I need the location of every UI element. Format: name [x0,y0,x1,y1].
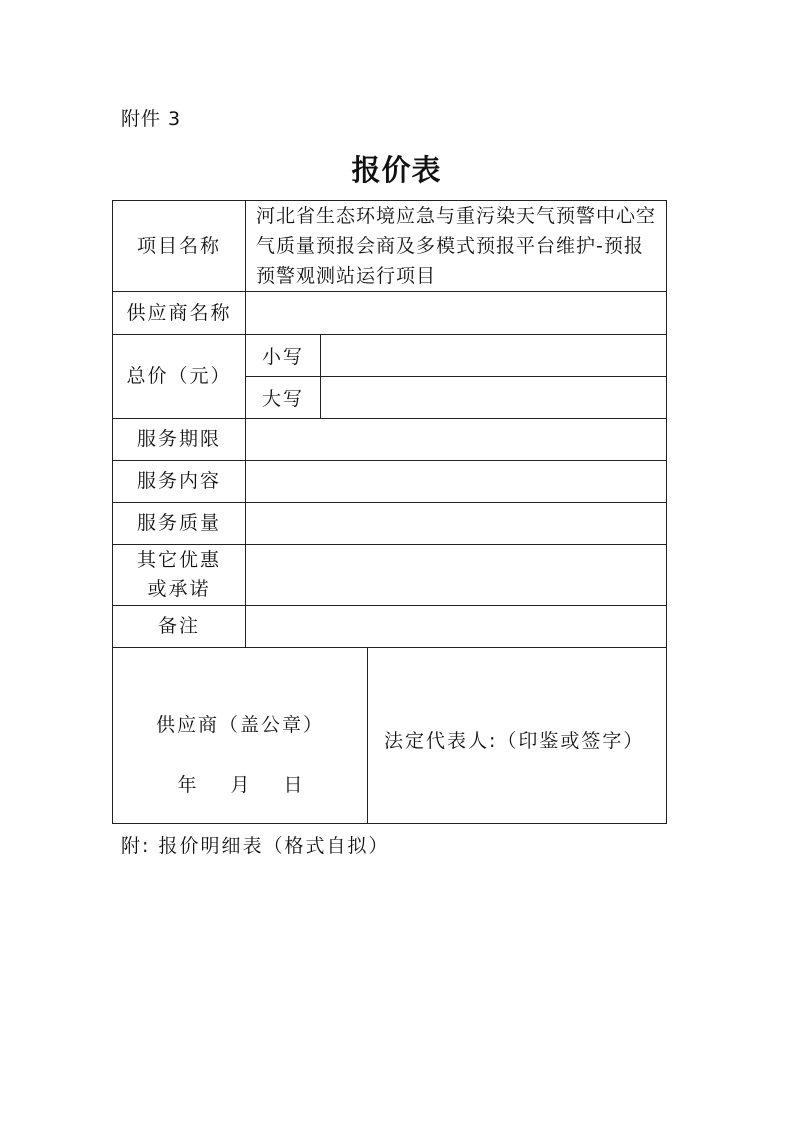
service-content-label: 服务内容 [113,461,246,503]
date-year-label: 年 [177,774,197,796]
row-remarks [113,606,667,648]
row-service-quality [113,503,667,545]
row-total-price-lower [113,335,667,377]
attachment-label: 附件 3 [121,108,182,130]
supplier-name-label: 供应商名称 [113,292,246,335]
project-name-value: 河北省生态环境应急与重污染天气预警中心空气质量预报会商及多模式预报平台维护-预报预警观测站运行项目 [246,201,667,292]
service-quality-field[interactable] [246,503,667,545]
other-offers-label [113,545,246,606]
row-signatures [113,648,667,824]
uppercase-label: 大写 [246,377,321,419]
supplier-stamp-label: 供应商（盖公章） [155,714,324,736]
lowercase-amount-field[interactable] [321,335,667,377]
project-name-label: 项目名称 [113,201,246,292]
date-month-label: 月 [230,774,250,796]
document-title: 报价表 [351,153,442,187]
service-period-field[interactable] [246,419,667,461]
remarks-label: 备注 [113,606,246,648]
legal-rep-cell[interactable] [368,648,667,824]
legal-rep-label: 法定代表人:（印鉴或签字） [384,730,645,752]
supplier-name-field[interactable] [246,292,667,335]
quote-table [112,200,667,824]
other-offers-label-line1: 其它优惠 [136,549,221,571]
lowercase-label: 小写 [246,335,321,377]
service-quality-label: 服务质量 [113,503,246,545]
total-price-label: 总价（元） [113,335,246,419]
other-offers-label-line2: 或承诺 [147,578,211,600]
row-project-name [113,201,667,292]
other-offers-field[interactable] [246,545,667,606]
uppercase-amount-field[interactable] [321,377,667,419]
row-other-offers [113,545,667,606]
service-period-label: 服务期限 [113,419,246,461]
footer-note: 附: 报价明细表（格式自拟） [121,835,390,857]
row-service-content [113,461,667,503]
date-day-label: 日 [283,774,303,796]
service-content-field[interactable] [246,461,667,503]
date-line [113,770,367,797]
row-supplier-name [113,292,667,335]
supplier-stamp-cell[interactable] [113,648,368,824]
remarks-field[interactable] [246,606,667,648]
row-service-period [113,419,667,461]
